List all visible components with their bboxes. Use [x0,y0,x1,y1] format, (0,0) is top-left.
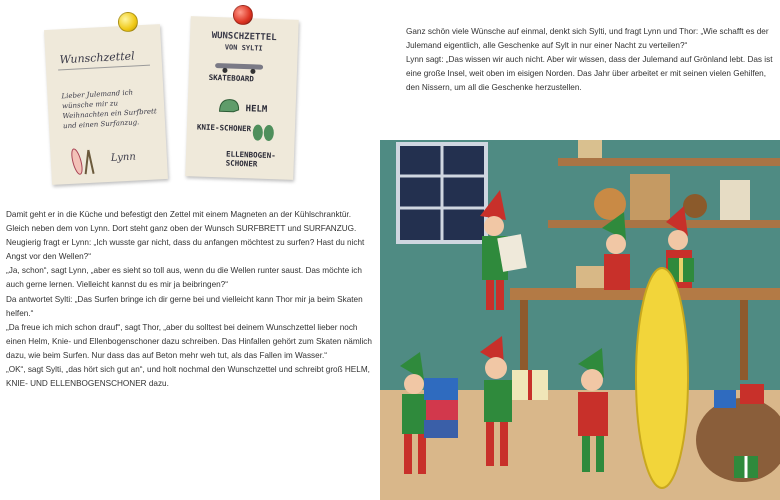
note-signature: Lynn [110,151,137,164]
right-page [380,0,780,500]
note-title: Wunschzettel [59,49,135,67]
paragraph: „Ja, schon“, sagt Lynn, „aber es sieht so toll aus, wenn du die Wellen runter saust. Das möchte ich auch gerne lernen. Vielleicht kannst du es mir ja beibringen?“ [6,266,362,290]
wish-item: SKATEBOARD [208,72,254,84]
shelf [558,158,780,166]
paragraph: Damit geht er in die Küche und befestigt den Zettel mit einem Magneten an der Kühlschranktür. Gleich neben dem von Lynn. Dort steht ganz oben der Wunsch SURFBRETT und SURFANZUG. [6,210,357,234]
paragraph: Ganz schön viele Wünsche auf einmal, denkt sich Sylti, und fragt Lynn und Thor: „Wie schafft es der Julemand eigentlich, alle Geschenke auf Sylt in nur einer Nacht zu verteilen?“ [406,27,769,51]
wishlist-note-lynn [44,24,168,185]
note-body: Lieber Julemand ich wünsche mir zu Weihnachten ein Surfbrett und einen Surfanzug. [61,88,157,131]
wish-item: ELLENBOGEN-SCHONER [225,149,276,169]
story-text-left [6,208,374,391]
left-page [0,0,380,500]
gift-box [714,390,736,408]
wishlist-title-line1: WUNSCHZETTEL [211,30,277,44]
knee-pads-icon [250,122,275,143]
wishlist-title-line2: VON SYLTI [224,43,263,53]
paragraph: „OK“, sagt Sylti, „das hört sich gut an“, und holt nochmal den Wunschzettel und schreibt groß HELM, KNIE- UND ELLENBOGENSCHONER dazu. [6,365,370,389]
red-magnet-icon [233,5,253,25]
gift-box [576,266,604,288]
paragraph: Lynn sagt: „Das wissen wir auch nicht. Aber wir wissen, dass der Julemand auf Grönland lebt. Das ist eine große Insel, weit oben im eisigen Norden. Das Jahr über arbeitet er mit seinen vielen Gehilfen, den Nissern, um all die Geschenke herzustellen. [406,55,773,93]
box [578,140,602,158]
gift-box [424,420,458,438]
gift-box [424,378,458,400]
dollhouse [720,180,750,220]
paragraph: „Da freue ich mich schon drauf“, sagt Thor, „aber du solltest bei deinem Wunschzettel lieber noch einen Helm, Knie- und Ellenbogenschoner dazu schreiben. Das Hinfallen gehört zum Skaten nämlich dazu, wie beim Surfen. Nur dass das auf Beton mehr weh tut, als das Fallen im Wasser.“ [6,322,372,360]
paragraph: Neugierig fragt er Lynn: „Ich wusste gar nicht, dass du anfangen möchtest zu surfen? Hast du nicht Angst vor den Wellen?“ [6,238,365,262]
gift-box [426,400,458,420]
wish-item: HELM [245,104,268,115]
shelf [548,220,780,228]
story-text-right [406,25,774,95]
gift-box [740,384,764,404]
wishlist-note-sylti [185,16,299,180]
yellow-magnet-icon [118,12,138,32]
paragraph: Da antwortet Sylti: „Das Surfen bringe ich dir gerne bei und vielleicht kann Thor mir ja beim Skaten helfen.“ [6,294,363,318]
wishlist-title [190,30,299,56]
surfboard-doodle-icon [66,146,98,178]
teddy-bear [683,194,707,218]
drawers [630,174,670,220]
wish-item: KNIE-SCHONER [196,122,252,134]
surfboard [636,268,688,488]
workshop-illustration [380,140,780,500]
helmet-icon [217,97,240,116]
